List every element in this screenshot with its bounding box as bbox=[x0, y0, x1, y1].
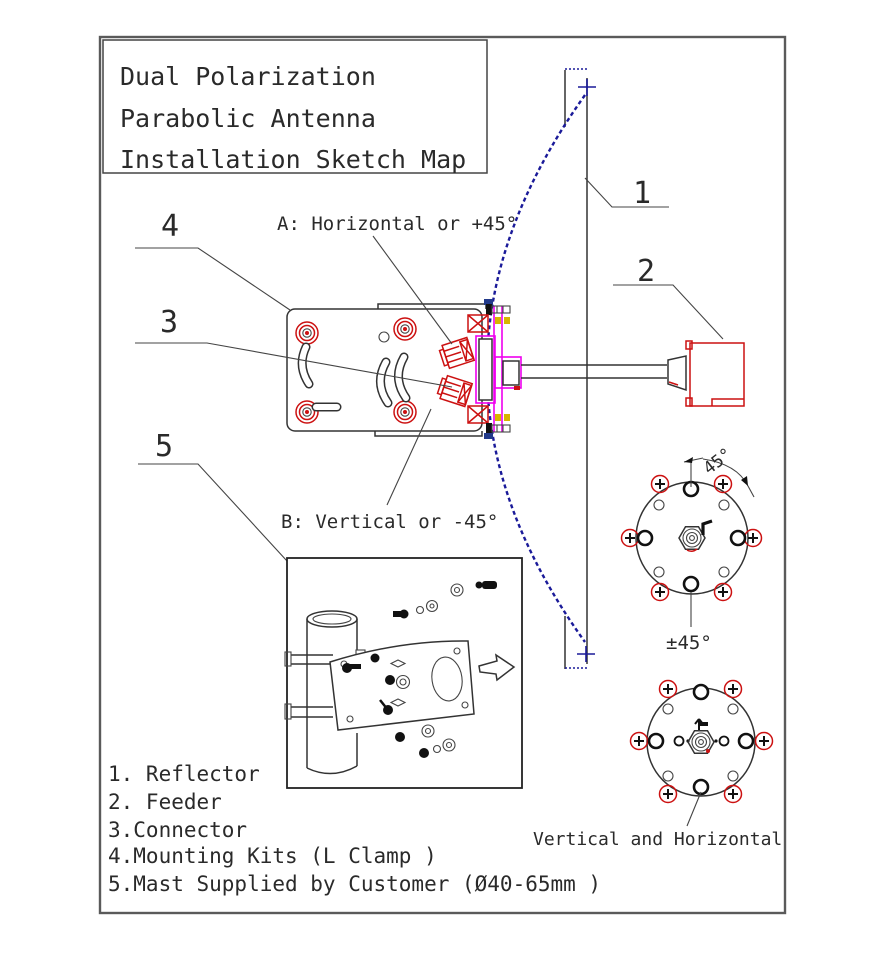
title-line-2: Parabolic Antenna bbox=[120, 104, 376, 133]
callout-a-label: A: Horizontal or +45° bbox=[277, 213, 518, 235]
center-cross-bottom bbox=[577, 646, 595, 662]
flange-bolt bbox=[394, 318, 416, 340]
bolt-circle-45-view bbox=[622, 444, 762, 654]
feeder-body bbox=[686, 341, 744, 406]
small-holes bbox=[663, 704, 738, 781]
legend-item-1: 1. Reflector bbox=[108, 762, 260, 786]
leader-4 bbox=[135, 248, 290, 310]
center-cross-top bbox=[578, 79, 596, 96]
mast-clamp-exploded-view bbox=[285, 558, 522, 788]
feeder-assembly bbox=[521, 341, 744, 406]
part-label-5: 5 bbox=[155, 429, 174, 464]
small-holes bbox=[654, 500, 729, 577]
angle-dim-label: 45° bbox=[699, 444, 737, 479]
legend-item-2: 2. Feeder bbox=[108, 790, 222, 814]
rim-bolt-holes bbox=[638, 482, 745, 591]
part-label-3: 3 bbox=[160, 305, 179, 340]
leader-1 bbox=[585, 178, 669, 207]
title-line-1: Dual Polarization bbox=[120, 62, 376, 91]
title-block bbox=[103, 40, 487, 174]
leader-2 bbox=[613, 285, 723, 339]
pm45-label: ±45° bbox=[666, 632, 712, 654]
feeder-boom bbox=[521, 365, 667, 378]
center-hub-nut bbox=[679, 521, 712, 551]
part-label-4: 4 bbox=[161, 209, 180, 244]
callout-b-label: B: Vertical or -45° bbox=[281, 511, 499, 533]
vh-caption: Vertical and Horizontal bbox=[533, 829, 783, 850]
mounting-bracket bbox=[287, 299, 521, 439]
part-label-1: 1 bbox=[633, 176, 652, 211]
title-line-3: Installation Sketch Map bbox=[120, 145, 467, 174]
bolt-circle-vh-view bbox=[533, 681, 782, 851]
vh-pointer bbox=[687, 792, 701, 826]
part-label-2: 2 bbox=[637, 254, 656, 289]
flange-bolt bbox=[394, 401, 416, 423]
legend-item-5: 5.Mast Supplied by Customer (Ø40-65mm ) bbox=[108, 872, 602, 896]
center-hub-nut bbox=[688, 719, 714, 753]
flange-bolt bbox=[296, 322, 318, 344]
legend-item-3: 3.Connector bbox=[108, 818, 248, 842]
legend-item-4: 4.Mounting Kits (L Clamp ) bbox=[108, 844, 437, 868]
